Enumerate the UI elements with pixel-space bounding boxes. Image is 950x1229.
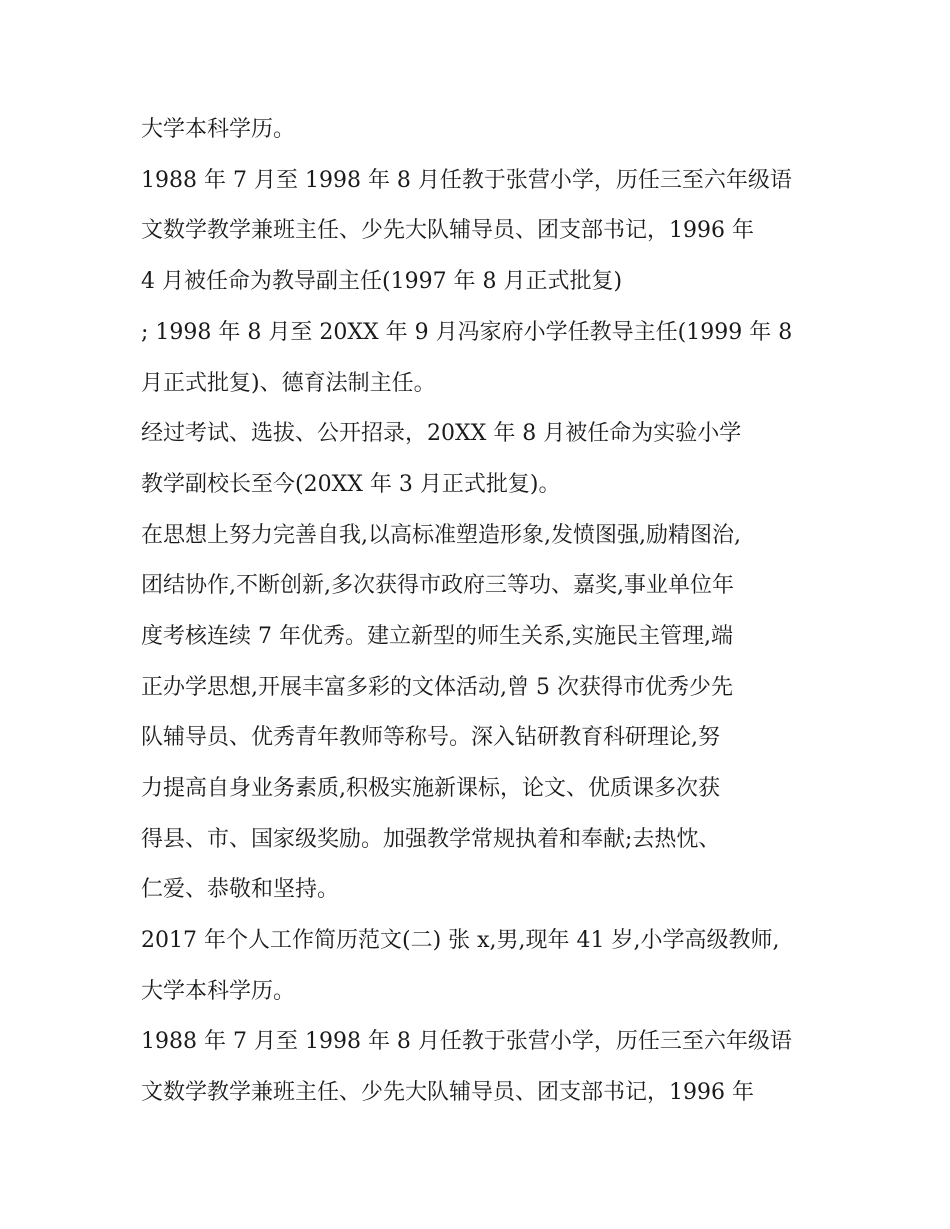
text-line: 力提高自身业务素质,积极实施新课标，论文、优质课多次获 [141,776,720,801]
text-line: 队辅导员、优秀青年教师等称号。深入钻研教育科研理论,努 [141,725,720,750]
text-line: 教学副校长至今(20XX 年 3 月正式批复)。 [141,472,561,497]
text-line: 文数学教学兼班主任、少先大队辅导员、团支部书记，1996 年 [141,218,754,243]
text-line: 2017 年个人工作简历范文(二) 张 x,男,现年 41 岁,小学高级教师, [141,928,780,953]
text-line: 得县、市、国家级奖励。加强教学常规执着和奉献;去热忱、 [141,827,721,852]
text-line: 大学本科学历。 [141,979,296,1004]
text-line: 度考核连续 7 年优秀。建立新型的师生关系,实施民主管理,端 [141,624,733,649]
text-line: 1988 年 7 月至 1998 年 8 月任教于张营小学，历任三至六年级语 [141,168,792,193]
text-line: 在思想上努力完善自我,以高标准塑造形象,发愤图强,励精图治, [141,523,741,548]
text-line: 团结协作,不断创新,多次获得市政府三等功、嘉奖,事业单位年 [141,573,734,598]
text-line: 经过考试、选拔、公开招录，20XX 年 8 月被任命为实验小学 [141,421,742,446]
text-line: 1988 年 7 月至 1998 年 8 月任教于张营小学，历任三至六年级语 [141,1029,792,1054]
text-line: 4 月被任命为教导副主任(1997 年 8 月正式批复) [141,269,623,294]
text-line: 文数学教学兼班主任、少先大队辅导员、团支部书记，1996 年 [141,1080,754,1105]
text-line: 仁爱、恭敬和坚持。 [141,877,340,902]
text-line: 正办学思想,开展丰富多彩的文体活动,曾 5 次获得市优秀少先 [141,675,733,700]
text-line: ; 1998 年 8 月至 20XX 年 9 月冯家府小学任教导主任(1999 年 8 [141,320,793,345]
text-line: 大学本科学历。 [141,117,296,142]
text-line: 月正式批复)、德育法制主任。 [141,371,436,396]
